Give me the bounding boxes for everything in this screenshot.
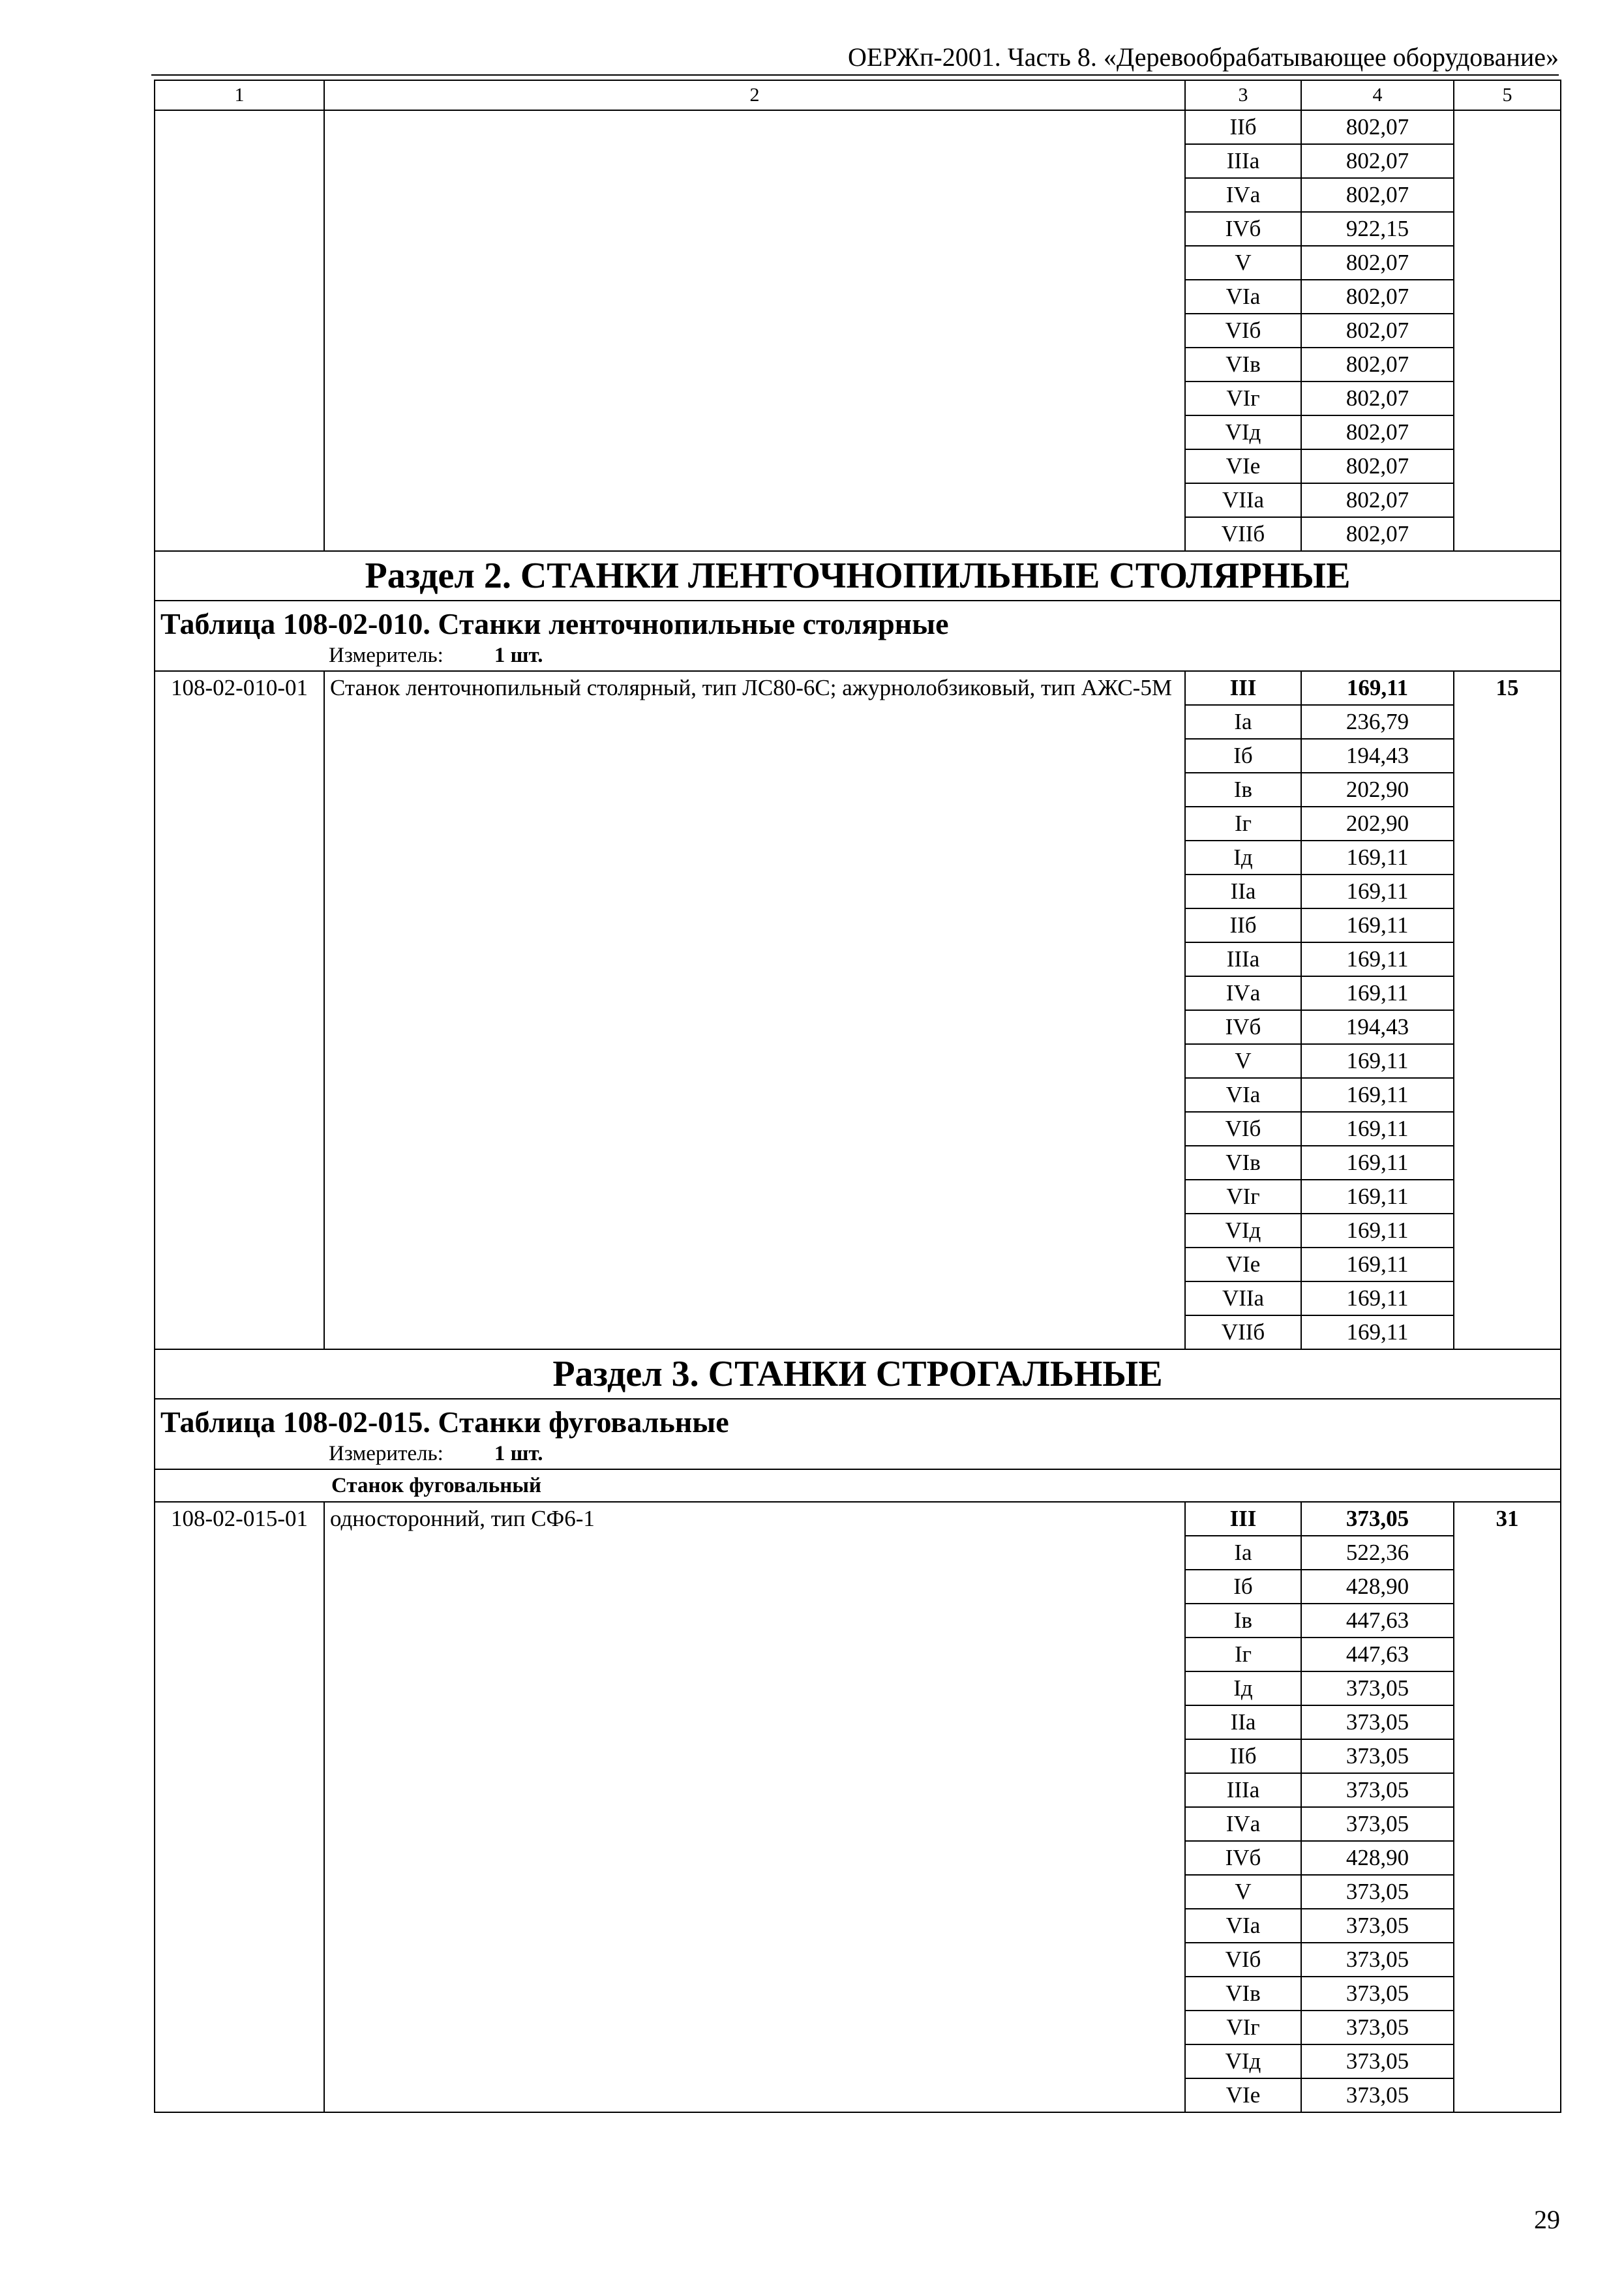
- table-title: Таблица 108-02-015. Станки фуговальные: [160, 1405, 729, 1439]
- table-heading-row: [155, 1399, 1561, 1469]
- column-number: 3: [1185, 80, 1301, 110]
- zone-label: IIа: [1185, 875, 1301, 908]
- rate-value: 802,07: [1301, 415, 1454, 449]
- rate-value: 169,11: [1301, 875, 1454, 908]
- column-number: 2: [324, 80, 1185, 110]
- zone-label: VIг: [1185, 1180, 1301, 1214]
- rate-value: 373,05: [1301, 1807, 1454, 1841]
- section-title: Раздел 3. СТАНКИ СТРОГАЛЬНЫЕ: [155, 1349, 1561, 1399]
- rate-value: 373,05: [1301, 1773, 1454, 1807]
- rate-value: 169,11: [1301, 1315, 1454, 1349]
- rate-value: 169,11: [1301, 976, 1454, 1010]
- subheading-row: [155, 1469, 1561, 1502]
- zone-label: Iд: [1185, 841, 1301, 875]
- zone-label: Iг: [1185, 807, 1301, 841]
- rate-value: 802,07: [1301, 517, 1454, 551]
- rate-value: 373,05: [1301, 1671, 1454, 1705]
- rates-table: [154, 80, 1561, 2113]
- zone-label: Iб: [1185, 739, 1301, 773]
- zone-label: VIа: [1185, 1909, 1301, 1943]
- item-code: [155, 110, 324, 551]
- rate-value: 169,11: [1301, 942, 1454, 976]
- zone-label: VIг: [1185, 2011, 1301, 2044]
- rate-value: 802,07: [1301, 178, 1454, 212]
- zone-label: VIа: [1185, 1078, 1301, 1112]
- rate-value: 169,11: [1301, 1214, 1454, 1248]
- rate-value: 373,05: [1301, 2044, 1454, 2078]
- zone-label: VIа: [1185, 280, 1301, 314]
- rate-value: 194,43: [1301, 1010, 1454, 1044]
- zone-label: Iа: [1185, 705, 1301, 739]
- zone-label: VIв: [1185, 1146, 1301, 1180]
- table-heading: [155, 1399, 1561, 1469]
- measure: [160, 1441, 1555, 1469]
- zone-label: VIIа: [1185, 1281, 1301, 1315]
- zone-label: VIб: [1185, 314, 1301, 348]
- measure-unit: 1 шт.: [494, 1442, 543, 1465]
- rate-value: 373,05: [1301, 1977, 1454, 2011]
- rate-value: 169,11: [1301, 1180, 1454, 1214]
- rate-value: 428,90: [1301, 1570, 1454, 1604]
- zone-label: VIд: [1185, 415, 1301, 449]
- rate-value: 802,07: [1301, 144, 1454, 178]
- column-number-row: [155, 80, 1561, 110]
- column-number: 1: [155, 80, 324, 110]
- rate-value: 802,07: [1301, 110, 1454, 144]
- rate-value: 373,05: [1301, 2011, 1454, 2044]
- rate-value: 169,11: [1301, 671, 1454, 705]
- subheading: Станок фуговальный: [155, 1469, 1561, 1502]
- rate-value: 447,63: [1301, 1604, 1454, 1638]
- zone-label: IVб: [1185, 212, 1301, 246]
- table-heading: [155, 601, 1561, 671]
- item-col5: 31: [1454, 1502, 1561, 2112]
- zone-label: VIг: [1185, 382, 1301, 415]
- zone-label: IIб: [1185, 908, 1301, 942]
- zone-label: VIд: [1185, 1214, 1301, 1248]
- measure-unit: 1 шт.: [494, 644, 543, 667]
- rate-value: 802,07: [1301, 382, 1454, 415]
- table-title: Таблица 108-02-010. Станки ленточнопильные столярные: [160, 607, 949, 640]
- page-number: 29: [1534, 2205, 1560, 2234]
- zone-label: III: [1185, 671, 1301, 705]
- rate-value: 169,11: [1301, 1146, 1454, 1180]
- zone-label: VIв: [1185, 1977, 1301, 2011]
- rate-value: 373,05: [1301, 2078, 1454, 2112]
- zone-label: Iв: [1185, 1604, 1301, 1638]
- zone-label: VIIб: [1185, 1315, 1301, 1349]
- rate-value: 802,07: [1301, 246, 1454, 280]
- rate-value: 169,11: [1301, 1112, 1454, 1146]
- zone-label: VIе: [1185, 1248, 1301, 1281]
- rate-row: [155, 110, 1561, 144]
- zone-label: Iв: [1185, 773, 1301, 807]
- section-row: [155, 551, 1561, 601]
- zone-label: IIIа: [1185, 1773, 1301, 1807]
- zone-label: IVа: [1185, 1807, 1301, 1841]
- item-code: 108-02-010-01: [155, 671, 324, 1349]
- rate-value: 236,79: [1301, 705, 1454, 739]
- zone-label: VIIб: [1185, 517, 1301, 551]
- item-description: односторонний, тип СФ6-1: [324, 1502, 1185, 2112]
- item-col5: [1454, 110, 1561, 551]
- rate-value: 169,11: [1301, 841, 1454, 875]
- zone-label: IIа: [1185, 1705, 1301, 1739]
- section-row: [155, 1349, 1561, 1399]
- item-description: Станок ленточнопильный столярный, тип ЛС80-6С; ажурнолобзиковый, тип АЖС-5М: [324, 671, 1185, 1349]
- zone-label: IIб: [1185, 110, 1301, 144]
- zone-label: IVа: [1185, 178, 1301, 212]
- rate-value: 373,05: [1301, 1502, 1454, 1536]
- zone-label: Iд: [1185, 1671, 1301, 1705]
- measure: [160, 643, 1555, 670]
- rate-value: 802,07: [1301, 280, 1454, 314]
- section-title: Раздел 2. СТАНКИ ЛЕНТОЧНОПИЛЬНЫЕ СТОЛЯРНЫЕ: [155, 551, 1561, 601]
- item-code: 108-02-015-01: [155, 1502, 324, 2112]
- rate-value: 428,90: [1301, 1841, 1454, 1875]
- zone-label: V: [1185, 1875, 1301, 1909]
- zone-label: VIе: [1185, 449, 1301, 483]
- rate-value: 169,11: [1301, 1248, 1454, 1281]
- zone-label: V: [1185, 1044, 1301, 1078]
- page-header: ОЕРЖп-2001. Часть 8. «Деревообрабатывающее оборудование»: [847, 42, 1559, 72]
- zone-label: Iг: [1185, 1638, 1301, 1671]
- zone-label: VIе: [1185, 2078, 1301, 2112]
- rate-value: 202,90: [1301, 807, 1454, 841]
- zone-label: IIIа: [1185, 144, 1301, 178]
- zone-label: IVб: [1185, 1841, 1301, 1875]
- rate-row: [155, 1502, 1561, 1536]
- measure-label: Измеритель:: [329, 1442, 444, 1465]
- table-heading-row: [155, 601, 1561, 671]
- rate-value: 802,07: [1301, 314, 1454, 348]
- rate-value: 373,05: [1301, 1705, 1454, 1739]
- rate-value: 202,90: [1301, 773, 1454, 807]
- zone-label: IVб: [1185, 1010, 1301, 1044]
- rate-value: 169,11: [1301, 1044, 1454, 1078]
- item-description: [324, 110, 1185, 551]
- zone-label: Iа: [1185, 1536, 1301, 1570]
- rate-value: 802,07: [1301, 483, 1454, 517]
- rate-value: 169,11: [1301, 908, 1454, 942]
- zone-label: VIб: [1185, 1112, 1301, 1146]
- rate-value: 169,11: [1301, 1078, 1454, 1112]
- measure-label: Измеритель:: [329, 644, 444, 667]
- zone-label: IIIа: [1185, 942, 1301, 976]
- zone-label: IIб: [1185, 1739, 1301, 1773]
- column-number: 4: [1301, 80, 1454, 110]
- zone-label: VIIа: [1185, 483, 1301, 517]
- zone-label: V: [1185, 246, 1301, 280]
- rate-value: 922,15: [1301, 212, 1454, 246]
- zone-label: VIв: [1185, 348, 1301, 382]
- zone-label: Iб: [1185, 1570, 1301, 1604]
- zone-label: VIд: [1185, 2044, 1301, 2078]
- rate-value: 802,07: [1301, 348, 1454, 382]
- zone-label: VIб: [1185, 1943, 1301, 1977]
- rate-value: 169,11: [1301, 1281, 1454, 1315]
- column-number: 5: [1454, 80, 1561, 110]
- rate-row: [155, 671, 1561, 705]
- rate-value: 373,05: [1301, 1909, 1454, 1943]
- zone-label: IVа: [1185, 976, 1301, 1010]
- header-rule: [151, 74, 1559, 76]
- rate-value: 522,36: [1301, 1536, 1454, 1570]
- rate-value: 373,05: [1301, 1943, 1454, 1977]
- zone-label: III: [1185, 1502, 1301, 1536]
- rate-value: 373,05: [1301, 1739, 1454, 1773]
- item-col5: 15: [1454, 671, 1561, 1349]
- rate-value: 447,63: [1301, 1638, 1454, 1671]
- rate-value: 373,05: [1301, 1875, 1454, 1909]
- rate-value: 194,43: [1301, 739, 1454, 773]
- rate-value: 802,07: [1301, 449, 1454, 483]
